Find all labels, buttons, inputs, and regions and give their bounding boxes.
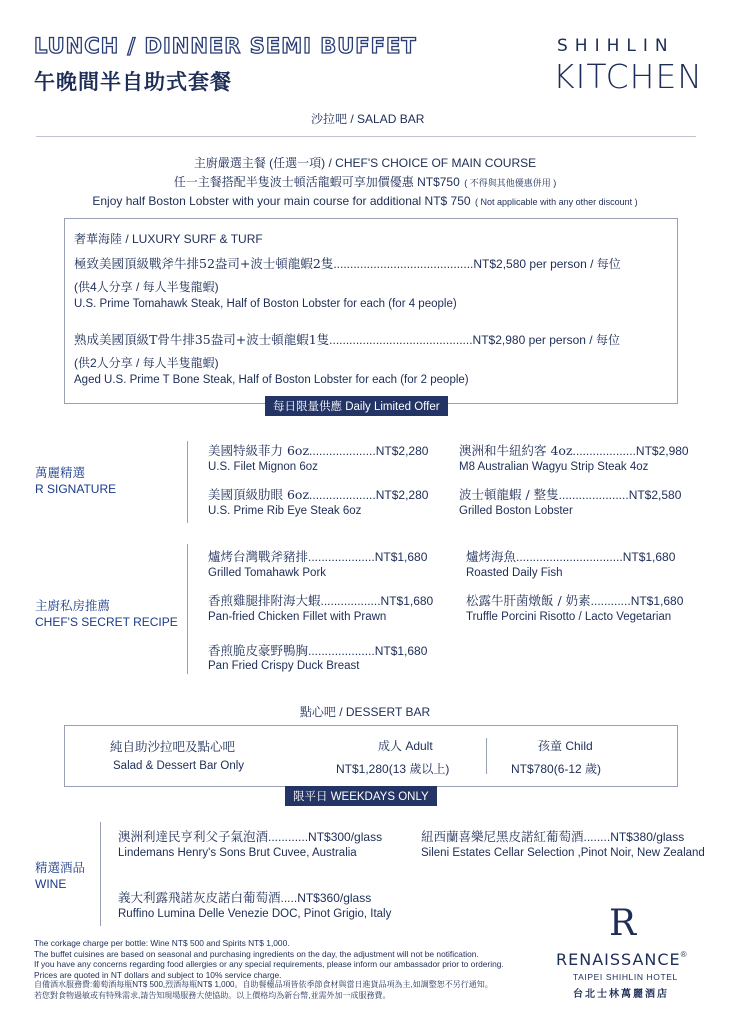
dot-leader: ............ [268, 830, 309, 844]
secret-item-cn: 爐烤台灣戰斧豬排 [208, 549, 309, 564]
luxury-item-price: NT$2,980 per person / 每位 [472, 333, 620, 347]
hotel-name-en: TAIPEI SHIHLIN HOTEL [573, 972, 678, 982]
signature-item-price: NT$2,580 [628, 488, 682, 502]
dessert-only-cn: 純自助沙拉吧及點心吧 [110, 739, 236, 754]
child-label: 孩童 Child [538, 739, 593, 753]
signature-item [459, 441, 689, 460]
luxury-heading: 奢華海陸 / LUXURY SURF & TURF [74, 232, 263, 246]
wine-divider [100, 822, 101, 926]
salad-bar-heading: 沙拉吧 / SALAD BAR [311, 112, 425, 126]
dot-leader: ..................... [558, 488, 629, 502]
title-cn: 午晚間半自助式套餐 [34, 70, 232, 94]
dot-leader: ................................ [516, 550, 623, 564]
brand-kitchen: KITCHEN [553, 57, 703, 96]
secret-item [208, 591, 433, 610]
signature-item [208, 441, 428, 460]
wine-item-cn: 義大利露飛諾灰皮諾白葡萄酒 [118, 890, 281, 905]
main-course-heading: 主廚嚴選主餐 (任選一項) / CHEF'S CHOICE OF MAIN COURSE [193, 156, 537, 170]
secret-item [466, 591, 683, 610]
secret-item [208, 547, 427, 566]
divider [36, 136, 696, 137]
dot-leader: .......................................... [333, 257, 474, 271]
note-line: The buffet cuisines are based on seasonal and purchasing ingredients on the day, the adjustment will not be notification. [34, 948, 479, 959]
secret-item-en: Pan Fried Crispy Duck Breast [208, 660, 360, 672]
wine-item [118, 827, 382, 846]
dot-leader: ........ [583, 830, 611, 844]
luxury-item-cn: 極致美國頂級戰斧牛排52盎司+波士頓龍蝦2隻 [74, 256, 334, 271]
secret-item-cn: 香煎脆皮豪野鴨胸 [208, 643, 309, 658]
wine-item [421, 827, 684, 846]
adult-price: NT$1,280(13 歲以上) [336, 762, 450, 776]
secret-item-en: Roasted Daily Fish [466, 567, 563, 579]
secret-item-price: NT$1,680 [374, 550, 428, 564]
signature-item-cn: 澳洲和牛紐約客 4oz [459, 443, 573, 458]
luxury-item-share: (供2人分享 / 每人半隻龍蝦) [74, 356, 219, 370]
secret-item-price: NT$1,680 [630, 594, 684, 608]
signature-item-en: Grilled Boston Lobster [459, 505, 573, 517]
secret-item-price: NT$1,680 [622, 550, 676, 564]
secret-item-en: Grilled Tomahawk Pork [208, 567, 327, 579]
secret-divider [187, 544, 188, 674]
luxury-item-1 [74, 254, 621, 273]
dessert-only-en: Salad & Dessert Bar Only [113, 760, 245, 772]
note-line: If you have any concerns regarding food allergies or any special requirements, please inform our ambassador prior to ordering. [34, 959, 504, 969]
luxury-item-en: Aged U.S. Prime T Bone Steak, Half of Boston Lobster for each (for 2 people) [74, 374, 469, 386]
wine-item-en: Sileni Estates Cellar Selection ,Pinot Noir, New Zealand [421, 847, 705, 859]
luxury-item-price: NT$2,580 per person / 每位 [473, 257, 621, 271]
dot-leader: ........................................... [329, 333, 473, 347]
brand-shihlin: SHIHLIN [557, 36, 675, 56]
wine-label-cn: 精選酒品 [35, 861, 86, 875]
signature-item-en: U.S. Prime Rib Eye Steak 6oz [208, 505, 362, 517]
dessert-divider [486, 738, 487, 774]
secret-item-en: Pan-fried Chicken Fillet with Prawn [208, 611, 387, 623]
note-line: 若您對食物過敏或有特殊需求,請告知現場服務大使協助。以上價格均為新台幣,並需外加一成服務費。 [34, 990, 391, 1000]
note-line: Prices are quoted in NT dollars and subject to 10% service charge. [34, 969, 282, 980]
wine-item-price: NT$360/glass [297, 891, 372, 905]
adult-label: 成人 Adult [378, 739, 433, 753]
dot-leader: ............ [590, 594, 631, 608]
offer-en-note: ( Not applicable with any other discount ) [475, 197, 638, 207]
luxury-item-2 [74, 330, 620, 349]
wine-item-en: Lindemans Henry's Sons Brut Cuvee, Australia [118, 847, 357, 859]
secret-item-price: NT$1,680 [380, 594, 434, 608]
signature-item-price: NT$2,280 [375, 444, 429, 458]
secret-label-en: CHEF'S SECRET RECIPE [35, 615, 178, 629]
dot-leader: .................... [308, 644, 375, 658]
dot-leader: ................... [572, 444, 636, 458]
secret-item [208, 641, 427, 660]
renaissance-name-text: RENAISSANCE [556, 950, 681, 969]
footnotes [34, 938, 504, 1001]
offer-en: Enjoy half Boston Lobster with your main course for additional NT$ 750 [92, 194, 471, 208]
daily-limited-badge: 每日限量供應 Daily Limited Offer [265, 396, 448, 416]
renaissance-logo-r: R [609, 903, 637, 944]
dessert-box [64, 725, 678, 787]
dot-leader: ..... [280, 891, 298, 905]
luxury-item-en: U.S. Prime Tomahawk Steak, Half of Boston Lobster for each (for 4 people) [74, 298, 457, 310]
signature-item-cn: 波士頓龍蝦 / 整隻 [459, 487, 559, 502]
secret-item-cn: 香煎雞腿排附海大蝦 [208, 593, 321, 608]
signature-item-cn: 美國特級菲力 6oz [208, 443, 310, 458]
signature-item-en: U.S. Filet Mignon 6oz [208, 461, 318, 473]
signature-item-price: NT$2,980 [635, 444, 689, 458]
offer-cn-line [0, 173, 730, 191]
dot-leader: .................... [308, 550, 375, 564]
weekdays-only-badge: 限平日 WEEKDAYS ONLY [285, 786, 437, 806]
signature-item [208, 485, 428, 504]
dot-leader: .................... [309, 488, 376, 502]
luxury-item-cn: 熟成美國頂級T骨牛排35盎司+波士頓龍蝦1隻 [74, 332, 330, 347]
registered-mark: ® [680, 950, 687, 959]
dessert-heading: 點心吧 / DESSERT BAR [299, 705, 431, 719]
signature-item-en: M8 Australian Wagyu Strip Steak 4oz [459, 461, 649, 473]
note-line: The corkage charge per bottle: Wine NT$ 500 and Spirits NT$ 1,000. [34, 938, 290, 948]
hotel-name-cn: 台北士林萬麗酒店 [573, 989, 669, 1000]
renaissance-name [556, 950, 687, 970]
dot-leader: .................. [320, 594, 381, 608]
wine-item [118, 888, 371, 907]
signature-item [459, 485, 681, 504]
dot-leader: .................... [309, 444, 376, 458]
secret-item-price: NT$1,680 [374, 644, 428, 658]
signature-label-cn: 萬麗精選 [35, 466, 86, 480]
note-line: 自備酒水服務費:葡萄酒每瓶NT$ 500,烈酒每瓶NT$ 1,000。自助餐檯品項皆依季節食材與當日進貨品項為主,如調整恕不另行通知。 [34, 980, 493, 989]
title-en: LUNCH / DINNER SEMI BUFFET [34, 34, 417, 58]
wine-label-en: WINE [35, 877, 67, 891]
secret-item-en: Truffle Porcini Risotto / Lacto Vegetarian [466, 611, 672, 623]
secret-item [466, 547, 675, 566]
secret-item-cn: 松露牛肝菌燉飯 / 奶素 [466, 593, 591, 608]
secret-label-cn: 主廚私房推薦 [35, 599, 111, 613]
luxury-item-share: (供4人分享 / 每人半隻龍蝦) [74, 280, 219, 294]
signature-label-en: R SIGNATURE [35, 482, 117, 496]
secret-item-cn: 爐烤海魚 [466, 549, 517, 564]
wine-item-cn: 紐西蘭喜樂尼黑皮諾紅葡萄酒 [421, 829, 584, 844]
signature-item-cn: 美國頂級肋眼 6oz [208, 487, 310, 502]
signature-divider [187, 441, 188, 523]
offer-en-line [0, 192, 730, 210]
wine-item-price: NT$380/glass [610, 830, 685, 844]
wine-item-en: Ruffino Lumina Delle Venezie DOC, Pinot Grigio, Italy [118, 908, 392, 920]
wine-item-cn: 澳洲利達民亨利父子氣泡酒 [118, 829, 269, 844]
signature-item-price: NT$2,280 [375, 488, 429, 502]
offer-cn: 任一主餐搭配半隻波士頓活龍蝦可享加價優惠 NT$750 [173, 175, 460, 189]
child-price: NT$780(6-12 歲) [511, 762, 602, 776]
offer-cn-note: ( 不得與其他優惠併用 ) [464, 178, 557, 188]
wine-item-price: NT$300/glass [308, 830, 383, 844]
